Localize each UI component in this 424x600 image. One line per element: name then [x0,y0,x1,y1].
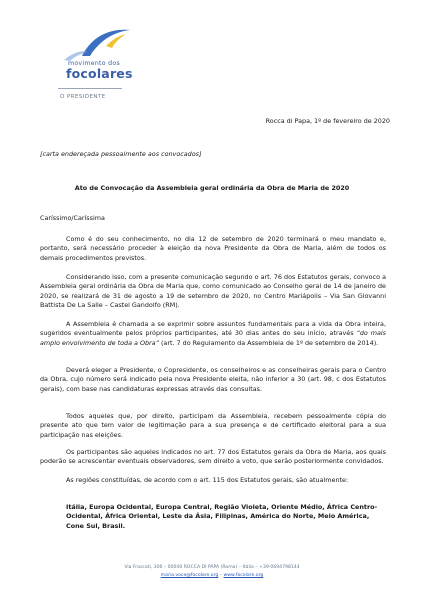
paragraph-2: Considerando isso, com a presente comunicação segundo o art. 76 dos Estatutos gerais, convoco a Assembleia geral ordinária da Obra de Maria que, como comunicado ao Conselho geral de 14 de janeiro de 2020, se realizará de 31 de agosto a 19 de setembro de 2020, no Centro Mariápolis – Via San Giovanni Battista De La Salle – Castel Gandolfo (RM). [40,273,386,309]
delivery-note: [carta endereçada pessoalmente aos convocados] [40,150,202,158]
regions-list: Itália, Europa Ocidental, Europa Central, Região Violeta, Oriente Médio, África Centro-Ocidental, África Oriental, Leste da Ásia, Filipinas, América do Norte, Meio América, Cone Sul, Brasil. [66,503,378,530]
paragraph-4: Deverá eleger a Presidente, o Copresidente, os conselheiros e as conselheiras gerais para o Centro da Obra, cujo número será indicado pela nova Presidente eleita, não inferior a 30 (art. 98, c dos Estatutos gerais), com base nas candidaturas expressas através das consultas. [40,366,386,393]
focolare-logo [44,22,164,62]
footer-separator: – [218,573,224,578]
paragraph-5: Todos aqueles que, por direito, participam da Assembleia, recebem pessoalmente cópia do presente ato que tem valor de legitimação para a sua presença e de certificado eleitoral para a sua participação nas eleições. [40,412,386,439]
letter-title: Ato de Convocação da Assembleia geral ordinária da Obra de Maria de 2020 [74,184,350,192]
logo-swoosh-icon [44,22,164,62]
paragraph-3-text-b: (art. 7 do Regulamento da Assembleia de 1º de setembro de 2014). [158,338,379,347]
paragraph-3 [40,320,386,348]
brand-name: focolares [66,66,133,81]
paragraph-3-text-a: A Assembleia é chamada a se exprimir sobre assuntos fundamentais para a vida da Obra inteira, sugeridos eventualmente pelos próprios participantes, até 30 dias antes do seu início, através [40,320,386,338]
brand-subtitle: O PRESIDENTE [60,94,106,100]
paragraph-1: Como é do seu conhecimento, no dia 12 de setembro de 2020 terminará o meu mandato e, portanto, será necessário proceder à eleição da nova Presidente da Obra de Maria, além de todos os demais procedimentos previstos. [40,235,386,262]
paragraph-7: As regiões constituídas, de acordo com o art. 115 dos Estatutos gerais, são atualmente: [66,476,349,484]
footer-address: Via Frascati, 306 – 00040 ROCCA DI PAPA (Roma) – Itália – +39-0694798144 [124,565,300,570]
paragraph-6: Os participantes são aqueles indicados no art. 77 dos Estatutos gerais da Obra de Maria, aos quais poderão se acrescentar eventuais observadores, sem direito a voto, que serão posteriormente convidados. [40,448,386,466]
brand-small-text: movimento dos [68,60,120,67]
footer-contacts [0,573,424,578]
footer-website-link[interactable]: www.focolare.org [223,573,264,578]
footer-email-link[interactable]: maria.voce@focolare.org [160,573,219,578]
paragraph-3-quote: “do mais amplo envolvimento de toda a Obra” [40,329,386,347]
letter-date: Rocca di Papa, 1º de fevereiro de 2020 [265,117,390,125]
brand-divider [58,88,122,89]
salutation: Caríssimo/Caríssima [40,214,105,222]
